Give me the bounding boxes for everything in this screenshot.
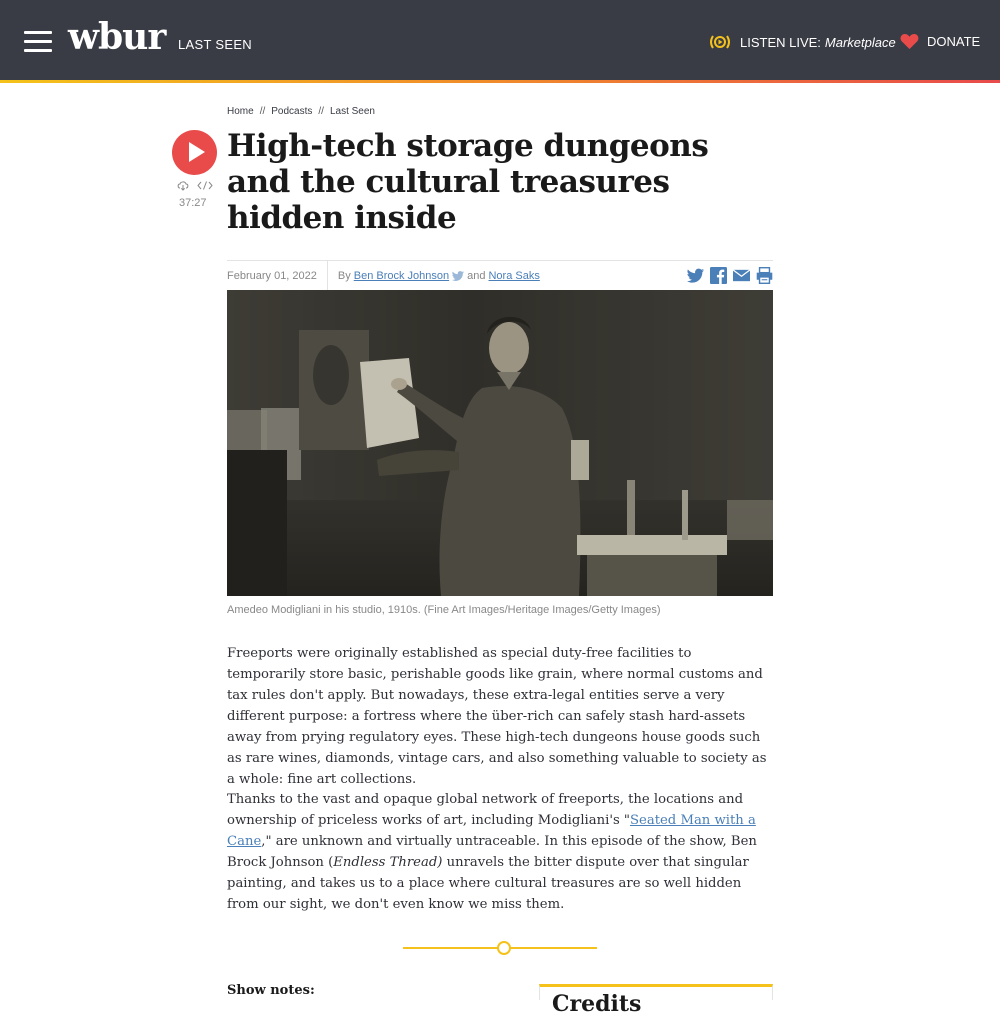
section-divider bbox=[403, 940, 597, 956]
listen-live-label: LISTEN LIVE: bbox=[740, 34, 821, 50]
facebook-icon[interactable] bbox=[710, 267, 727, 284]
share-buttons bbox=[687, 267, 773, 284]
twitter-icon[interactable] bbox=[452, 271, 464, 281]
donate-button[interactable] bbox=[900, 33, 980, 50]
listen-live-program: Marketplace bbox=[824, 34, 896, 50]
radio-waves-icon bbox=[708, 33, 732, 51]
player-actions bbox=[177, 180, 213, 191]
image-caption: Amedeo Modigliani in his studio, 1910s. (Fine Art Images/Heritage Images/Getty Images) bbox=[227, 604, 661, 616]
hero-image bbox=[227, 290, 773, 596]
header-stripe bbox=[0, 80, 1000, 83]
episode-duration: 37:27 bbox=[179, 197, 207, 209]
page-title: High-tech storage dungeons and the cultural treasures hidden inside bbox=[227, 128, 709, 236]
breadcrumb bbox=[227, 106, 375, 117]
embed-icon[interactable] bbox=[197, 180, 213, 191]
author-link-nora-saks[interactable]: Nora Saks bbox=[488, 269, 540, 282]
paragraph-italic: Endless Thread) bbox=[333, 855, 443, 870]
download-icon[interactable] bbox=[177, 180, 189, 191]
show-notes-heading: Show notes: bbox=[227, 983, 315, 998]
article-meta bbox=[227, 260, 773, 290]
breadcrumb-separator: // bbox=[318, 106, 324, 117]
paragraph-text: unravels the bitter dispute over that singular painting, and takes us to a place where cultural treasures are so well hidden from our sight, we don't even know we miss them. bbox=[227, 855, 749, 912]
paragraph-text: Thanks to the vast and opaque global network of freeports, the locations and ownership of priceless works of art, including Modigliani's " bbox=[227, 792, 744, 828]
credits-box bbox=[539, 984, 773, 1017]
email-icon[interactable] bbox=[733, 267, 750, 284]
breadcrumb-separator: // bbox=[259, 106, 266, 117]
credits-heading: Credits bbox=[552, 991, 642, 1017]
seated-man-link[interactable]: Seated Man with a Cane bbox=[227, 813, 756, 849]
breadcrumb-home[interactable]: Home bbox=[227, 106, 254, 117]
print-icon[interactable] bbox=[756, 267, 773, 284]
show-name-link[interactable]: LAST SEEN bbox=[178, 37, 252, 52]
byline-by: By bbox=[337, 269, 351, 282]
site-header bbox=[0, 0, 1000, 80]
paragraph-text: ," are unknown and virtually untraceable. In this episode of the show, Ben Brock Johnson ( bbox=[227, 834, 757, 870]
author-link-ben-brock-johnson[interactable]: Ben Brock Johnson bbox=[353, 269, 450, 282]
listen-live-button[interactable] bbox=[708, 33, 896, 51]
menu-icon[interactable] bbox=[24, 31, 52, 51]
byline bbox=[328, 270, 540, 282]
byline-and: and bbox=[467, 269, 486, 282]
wbur-logo[interactable]: wbur bbox=[68, 16, 166, 58]
twitter-icon[interactable] bbox=[687, 267, 704, 284]
publish-date: February 01, 2022 bbox=[227, 261, 328, 291]
breadcrumb-last-seen[interactable]: Last Seen bbox=[329, 106, 375, 117]
donate-label: DONATE bbox=[927, 34, 981, 49]
divider-dot bbox=[497, 941, 511, 955]
article-paragraph bbox=[227, 789, 773, 915]
breadcrumb-podcasts[interactable]: Podcasts bbox=[271, 106, 313, 117]
play-icon[interactable] bbox=[172, 130, 217, 175]
heart-icon bbox=[900, 33, 919, 50]
article-paragraph: Freeports were originally established as special duty-free facilities to temporarily store basic, perishable goods like grain, where normal customs and tax rules don't apply. But nowadays, these extra-legal entities serve a very different purpose: a fortress where the über-rich can safely stash hard-assets away from prying regulatory eyes. These high-tech dungeons house goods such as rare wines, diamonds, vintage cars, and also something valuable to society as a whole: fine art collections. bbox=[227, 646, 767, 787]
